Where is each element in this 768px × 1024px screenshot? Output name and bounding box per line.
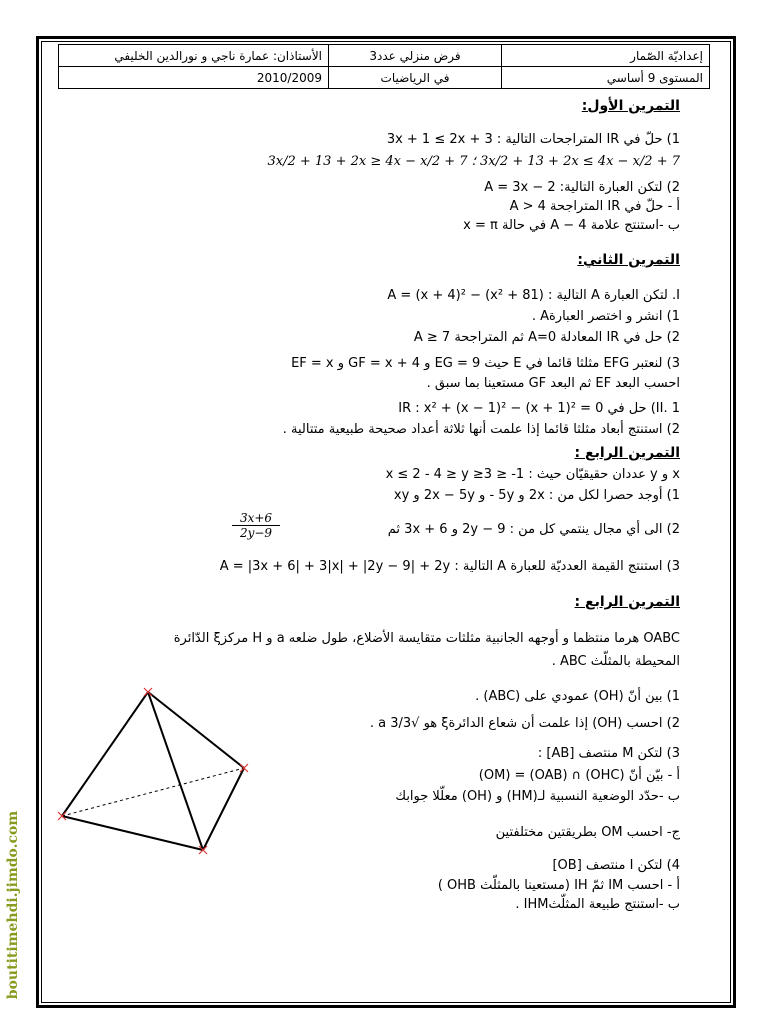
fraction-numerator: 3x+6 — [232, 511, 280, 526]
ex1-line1: 1) حلّ في IR المتراجحات التالية : 3 + 3x + 1 ≤ 2x — [386, 132, 680, 147]
exercise1-title: التمرين الأول: — [581, 98, 680, 114]
ex4-q4b: ب -استنتج طبيعة المثلّثIHM . — [515, 897, 680, 912]
edge-bc — [203, 768, 244, 850]
assignment-cell: فرض منزلي عدد3 — [329, 45, 502, 67]
school-cell: إعداديّة الصّمار — [502, 45, 710, 67]
exercise3-title: التمرين الرابع : — [574, 445, 680, 461]
ex1-line5: ب -استنتج علامة A − 4 في حالة x = π — [463, 218, 680, 233]
ex1-line3: 2) لتكن العبارة التالية: A = 3x − 2 — [484, 180, 680, 195]
level-cell: المستوى 9 أساسي — [502, 67, 710, 89]
teachers-cell: الأستاذان: عمارة ناجي و نورالدين الخليفي — [59, 45, 329, 67]
vertex-c-mark — [240, 764, 248, 772]
pyramid-figure — [40, 680, 270, 870]
ex4-q4a: أ - احسب IM ثمّ IH (مستعينا بالمثلّث OHB ) — [437, 878, 680, 893]
ex2-line5: احسب البعد EF ثم البعد GF مستعينا بما سبق . — [426, 376, 680, 391]
ex3-line1: x و y عددان حقيقيّان حيث : 1- ≤ x ≤ 2 - 4 ≥ y ≥3 — [385, 467, 680, 482]
exercise2-title: التمرين الثاني: — [577, 252, 680, 268]
ex2-line1: I. لتكن العبارة A التالية : A = (x + 4)² − (x² + 81) — [387, 288, 680, 303]
ex3-line4: 3) استنتج القيمة العدديّة للعبارة A التالية : A = |3x + 6| + 3|x| + |2y − 9| + 2y — [219, 559, 680, 574]
ex4-para1: OABC هرما منتظما و أوجهه الجانبية مثلثات متقايسة الأضلاع، طول ضلعه a و H مركزξ الدّائرة — [173, 631, 680, 646]
ex4-q1: 1) بين أنّ (OH) عمودي على (ABC) . — [475, 689, 680, 704]
subject-cell: في الرياضيات — [329, 67, 502, 89]
ex4-q3c: ج- احسب OM بطريقتين مختلفتين — [495, 825, 680, 840]
ex2-line6: II. 1) حل في IR : x² + (x − 1)² − (x + 1)² = 0 — [398, 401, 680, 416]
ex2-line4: 3) لنعتبر EFG مثلثا قائما في E حيث EG = 9 و GF = x + 4 و EF = x — [291, 356, 680, 371]
fraction-denominator: 2y−9 — [239, 526, 273, 540]
ex4-q4: 4) لتكن I منتصف [OB] — [552, 858, 680, 873]
edge-oa — [62, 692, 148, 816]
watermark-text: boutitimehdi.jimdo.com — [5, 810, 21, 1000]
edge-ob — [148, 692, 203, 850]
ex3-fraction — [232, 511, 280, 540]
ex1-line4: أ - حلّ في IR المتراجحة A > 4 — [509, 199, 680, 214]
edge-ab — [62, 816, 203, 850]
exercise4-title: التمرين الرابع : — [574, 594, 680, 610]
ex4-q3a: أ - بيّن أنّ (OHC) ∩ (OAB) = (OM) — [478, 768, 680, 783]
ex4-q3: 3) لتكن M منتصف [AB] : — [537, 746, 680, 761]
ex2-line2: 1) انشر و اختصر العبارةA . — [531, 309, 680, 324]
ex4-para2: المحيطة بالمثلّث ABC . — [551, 654, 680, 669]
ex2-line7: 2) استنتج أبعاد مثلثا قائما إذا علمت أنها ثلاثة أعداد صحيحة طبيعية متتالية . — [282, 422, 680, 437]
ex4-q3b: ب -حدّد الوضعية النسبية لـ(HM) و (OH) معلّلا جوابك — [395, 789, 680, 804]
edge-oc — [148, 692, 244, 768]
ex1-line2: 3x/2 + 13 + 2x ≤ 4x − x/2 + 7 ؛ 3x/2 + 13 + 2x ≥ 4x − x/2 + 7 — [267, 154, 680, 169]
header-table — [58, 44, 710, 89]
ex3-line2: 1) أوجد حصرا لكل من : 2x و 5y - و 2x − 5y و xy — [393, 488, 680, 503]
ex4-q2: 2) احسب (OH) إذا علمت أن شعاع الدائرةξ هو √3/3 a . — [369, 716, 680, 731]
watermark — [2, 790, 24, 1020]
ex2-line3: 2) حل في IR المعادلة A=0 ثم المتراجحة A ≥ 7 — [413, 330, 680, 345]
ex3-line3: 2) الى أي مجال ينتمي كل من : 2y − 9 و 3x + 6 ثم — [387, 522, 680, 537]
year-cell: 2010/2009 — [59, 67, 329, 89]
